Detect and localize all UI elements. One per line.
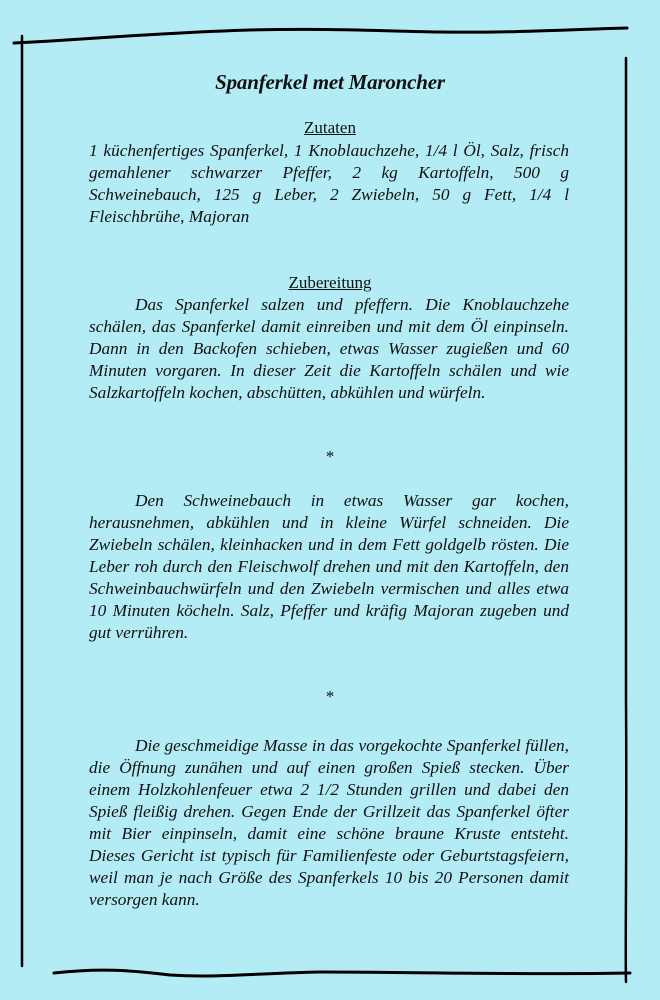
preparation-heading: Zubereitung bbox=[288, 273, 372, 292]
preparation-paragraph-1: Das Spanferkel salzen und pfeffern. Die Knoblauchzehe schälen, das Spanferkel damit einreiben und mit dem Öl einpinseln. Dann in den Backofen schieben, etwas Wasser zugießen und 60 Minuten vorgaren. In dieser Zeit die Kartoffeln schälen und wie Salzkartoffeln kochen, abschütten, abkühlen und würfeln. bbox=[89, 295, 569, 402]
preparation-paragraph-3: Die geschmeidige Masse in das vorgekochte Spanferkel füllen, die Öffnung zunähen und auf einen großen Spieß stecken. Über einem Holzkohlenfeuer etwa 2 1/2 Stunden grillen und dabei den Spieß fleißig drehen. Gegen Ende der Grillzeit das Spanferkel öfter mit Bier einpinseln, damit eine schöne braune Kruste entsteht. Dieses Gericht ist typisch für Familienfeste oder Geburtstagsfeiern, weil man je nach Größe des Spanferkels 10 bis 20 Personen damit versorgen kann. bbox=[89, 736, 569, 909]
separator-1: * bbox=[325, 447, 335, 466]
recipe-title: Spanferkel met Maroncher bbox=[215, 70, 445, 94]
ingredients-text: 1 küchenfertiges Spanferkel, 1 Knoblauchzehe, 1/4 l Öl, Salz, frisch gemahlener schwarzer Pfeffer, 2 kg Kartoffeln, 500 g Schweinebauch, 125 g Leber, 2 Zwiebeln, 50 g Fett, 1/4 l Fleischbrühe, Majoran bbox=[89, 141, 569, 226]
preparation-paragraph-2: Den Schweinebauch in etwas Wasser gar kochen, herausnehmen, abkühlen und in kleine Würfel schneiden. Die Zwiebeln schälen, kleinhacken und in dem Fett goldgelb rösten. Die Leber roh durch den Fleischwolf drehen und mit den Kartoffeln, den Schweinbauchwürfeln und den Zwiebeln vermischen und alles etwa 10 Minuten köcheln. Salz, Pfeffer und kräfig Majoran zugeben und gut verrühren. bbox=[89, 491, 569, 642]
separator-2: * bbox=[325, 687, 335, 706]
ingredients-heading: Zutaten bbox=[304, 118, 356, 137]
